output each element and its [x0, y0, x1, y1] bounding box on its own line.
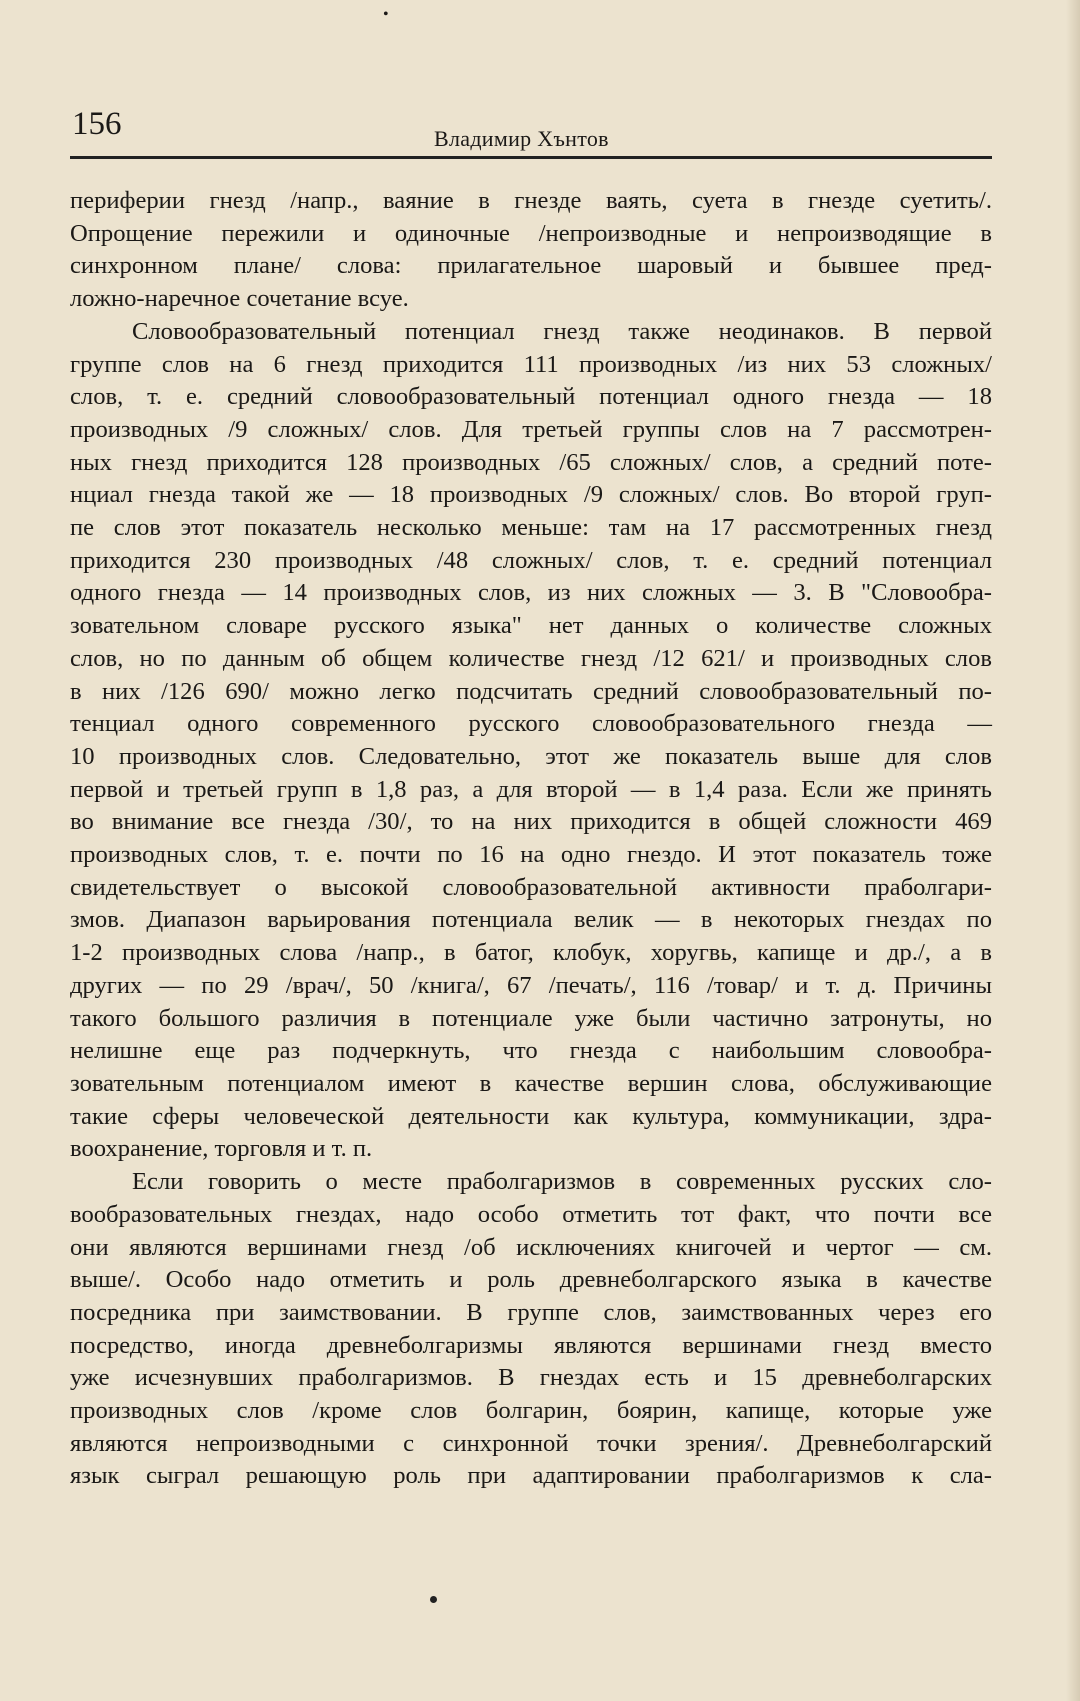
text-line: Словообразовательный потенциал гнезд также неодинаков. В первой [132, 317, 992, 345]
text-line: одного гнезда — 14 производных слов, из них сложных — 3. В "Словообра- [70, 579, 992, 607]
page-mark-top: • [383, 6, 389, 23]
text-line: слов, но по данным об общем количестве гнезд /12 621/ и производных слов [70, 644, 992, 672]
book-page [70, 104, 992, 1493]
text-line: ных гнезд приходится 128 производных /65 сложных/ слов, а средний поте- [70, 448, 992, 476]
text-line: 10 производных слов. Следовательно, этот же показатель выше для слов [70, 742, 992, 770]
text-line: во внимание все гнезда /30/, то на них приходится в общей сложности 469 [70, 808, 992, 836]
page-mark-bottom [430, 1596, 437, 1603]
text-line: посредника при заимствовании. В группе слов, заимствованных через его [70, 1298, 992, 1326]
text-line: уже исчезнувших праболгаризмов. В гнездах есть и 15 древнеболгарских [70, 1364, 992, 1392]
text-line: свидетельствует о высокой словообразовательной активности праболгари- [70, 873, 992, 901]
text-line: в них /126 690/ можно легко подсчитать средний словообразовательный по- [70, 677, 992, 705]
text-line: нциал гнезда такой же — 18 производных /9 сложных/ слов. Во второй груп- [70, 481, 992, 509]
text-line: нелишне еще раз подчеркнуть, что гнезда с наибольшим словообра- [70, 1037, 992, 1065]
text-line: пе слов этот показатель несколько меньше: там на 17 рассмотренных гнезд [70, 514, 992, 542]
paragraph-1 [70, 185, 992, 316]
text-line: змов. Диапазон варьирования потенциала велик — в некоторых гнездах по [70, 906, 992, 934]
text-line: зовательным потенциалом имеют в качестве вершин слова, обслуживающие [70, 1069, 992, 1097]
text-line: вообразовательных гнездах, надо особо отметить тот факт, что почти все [70, 1200, 992, 1228]
text-line: язык сыграл решающую роль при адаптировании праболгаризмов к сла- [70, 1462, 992, 1490]
text-line: первой и третьей групп в 1,8 раз, а для второй — в 1,4 раза. Если же принять [70, 775, 992, 803]
paragraph-2 [70, 316, 992, 1166]
text-line: зовательном словаре русского языка" нет данных о количестве сложных [70, 612, 992, 640]
text-line: они являются вершинами гнезд /об исключениях книгочей и чертог — см. [70, 1233, 992, 1261]
paragraph-3 [70, 1166, 992, 1493]
text-line: периферии гнезд /напр., ваяние в гнезде ваять, суета в гнезде суетить/. [70, 187, 992, 214]
text-line: такого большого различия в потенциале уже были частично затронуты, но [70, 1004, 992, 1032]
text-line: производных слов, т. е. почти по 16 на одно гнездо. И этот показатель тоже [70, 841, 992, 869]
text-line: Опрощение пережили и одиночные /непроизводные и непроизводящие в [70, 219, 992, 247]
page-number: 156 [72, 106, 122, 142]
running-head [70, 104, 992, 159]
text-line: Если говорить о месте праболгаризмов в современных русских сло- [132, 1168, 992, 1196]
text-line: производных /9 сложных/ слов. Для третьей группы слов на 7 рассмотрен- [70, 415, 992, 443]
text-line: такие сферы человеческой деятельности как культура, коммуникации, здра- [70, 1102, 992, 1130]
text-line: группе слов на 6 гнезд приходится 111 производных /из них 53 сложных/ [70, 350, 992, 378]
running-title: Владимир Хънтов [434, 126, 609, 151]
body-text [70, 185, 992, 1493]
text-line: производных слов /кроме слов болгарин, боярин, капище, которые уже [70, 1397, 992, 1425]
text-line: выше/. Особо надо отметить и роль древнеболгарского языка в качестве [70, 1266, 992, 1294]
text-line: ложно-наречное сочетание всуе. [70, 285, 409, 313]
text-line: слов, т. е. средний словообразовательный потенциал одного гнезда — 18 [70, 383, 992, 411]
text-line: посредство, иногда древнеболгаризмы являются вершинами гнезд вместо [70, 1331, 992, 1359]
text-line: приходится 230 производных /48 сложных/ слов, т. е. средний потенциал [70, 546, 992, 574]
text-line: воохранение, торговля и т. п. [70, 1135, 373, 1163]
text-line: других — по 29 /врач/, 50 /книга/, 67 /печать/, 116 /товар/ и т. д. Причины [70, 971, 992, 999]
text-line: тенциал одного современного русского словообразовательного гнезда — [70, 710, 992, 738]
text-line: 1-2 производных слова /напр., в батог, клобук, хоругвь, капище и др./, а в [70, 939, 992, 967]
page-edge-shadow [1066, 0, 1080, 1701]
text-line: синхронном плане/ слова: прилагательное шаровый и бывшее пред- [70, 252, 992, 280]
text-line: являются непроизводными с синхронной точки зрения/. Древнеболгарский [70, 1429, 992, 1457]
